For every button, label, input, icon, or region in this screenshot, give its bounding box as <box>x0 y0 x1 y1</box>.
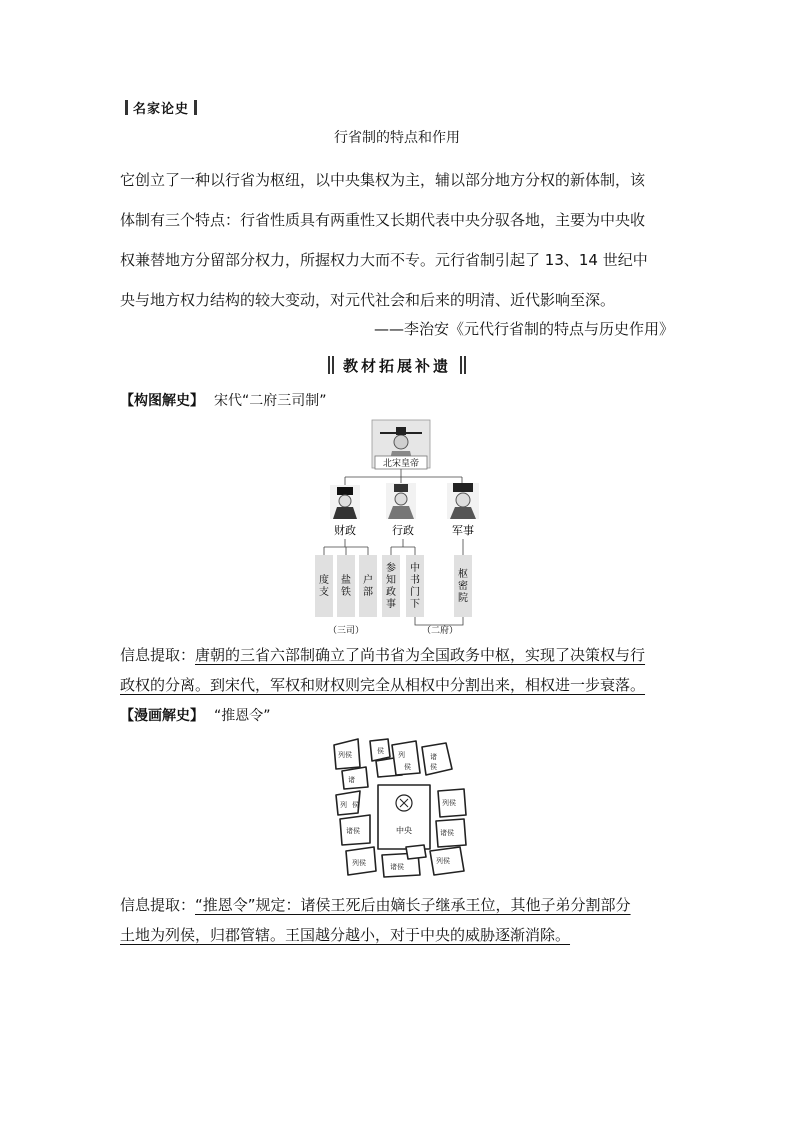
leaf-label: 盐铁 <box>341 575 351 598</box>
cartoon-piece: 诸侯 <box>346 827 360 835</box>
cartoon-piece: 诸 <box>348 776 355 784</box>
tuien-cartoon <box>330 735 475 880</box>
info-label: 信息提取： <box>120 896 196 914</box>
leaf-label: 中书门下 <box>410 563 420 610</box>
paragraph-line: 体制有三个特点：行省性质具有两重性又长期代表中央分驭各地，主要为中央收 <box>120 211 646 229</box>
branch-military: 军事 <box>452 524 474 537</box>
attribution: ——李治安《元代行省制的特点与历史作用》 <box>373 320 674 338</box>
block2-info <box>120 890 680 950</box>
cartoon-piece: 侯 <box>404 763 411 771</box>
cartoon-piece: 列侯 <box>442 799 456 807</box>
section-title-text: 教材拓展补遗 <box>342 357 451 375</box>
leaf-label: 户部 <box>363 575 373 598</box>
quote-paragraph <box>120 160 680 320</box>
block1-label: 【构图解史】 <box>120 393 204 409</box>
official-portrait-military <box>447 483 479 519</box>
cartoon-piece: 诸侯 <box>440 829 454 837</box>
section-title <box>0 355 794 376</box>
leaf-label: 枢密院 <box>458 569 468 604</box>
cartoon-center: 中央 <box>396 826 412 835</box>
branch-finance: 财政 <box>334 524 356 537</box>
paragraph-line: 央与地方权力结构的较大变动，对元代社会和后来的明清、近代影响至深。 <box>120 291 616 309</box>
cartoon-piece: 列侯 <box>338 751 352 759</box>
cartoon-piece: 列 <box>340 801 347 809</box>
emperor-label: 北宋皇帝 <box>382 459 420 469</box>
cartoon-piece: 侯 <box>377 747 384 755</box>
info-line: “推恩令”规定：诸侯王死后由嫡长子继承王位，其他子弟分割部分 <box>195 896 631 914</box>
cartoon-piece: 侯 <box>430 763 437 771</box>
paragraph-line: 它创立了一种以行省为枢纽，以中央集权为主，辅以部分地方分权的新体制，该 <box>120 171 646 189</box>
branch-admin: 行政 <box>392 524 414 537</box>
section-tag: 名家论史 <box>120 98 202 117</box>
info-label: 信息提取： <box>120 646 196 664</box>
cartoon-piece: 侯 <box>352 801 359 809</box>
cartoon-piece: 列侯 <box>352 859 366 867</box>
official-portrait-admin <box>386 483 416 519</box>
group-three-offices: （三司） <box>327 626 365 636</box>
info-line: 唐朝的三省六部制确立了尚书省为全国政务中枢，实现了决策权与行 <box>195 646 646 664</box>
cartoon-piece: 诸 <box>430 753 437 761</box>
block1-info <box>120 640 680 700</box>
block2-heading <box>120 705 271 725</box>
leaf-label: 度支 <box>319 575 329 598</box>
cartoon-piece: 列 <box>398 751 405 759</box>
block1-heading <box>120 390 327 410</box>
cartoon-piece: 诸侯 <box>390 863 404 871</box>
leaf-label: 参知政事 <box>386 563 396 610</box>
block2-title: “推恩令” <box>214 708 271 724</box>
group-two-departments: （二府） <box>421 626 459 636</box>
info-line: 政权的分离。到宋代，军权和财权则完全从相权中分割出来，相权进一步衰落。 <box>120 676 646 694</box>
cartoon-piece: 列侯 <box>436 857 450 865</box>
song-system-diagram <box>300 415 500 640</box>
block2-label: 【漫画解史】 <box>120 708 204 724</box>
article-subtitle: 行省制的特点和作用 <box>334 130 460 146</box>
paragraph-line: 权兼替地方分留部分权力，所握权力大而不专。元行省制引起了 13、14 世纪中 <box>120 251 648 269</box>
info-line: 土地为列侯，归郡管辖。王国越分越小，对于中央的威胁逐渐消除。 <box>120 926 571 944</box>
official-portrait-finance <box>330 485 360 519</box>
block1-title: 宋代“二府三司制” <box>214 393 327 409</box>
